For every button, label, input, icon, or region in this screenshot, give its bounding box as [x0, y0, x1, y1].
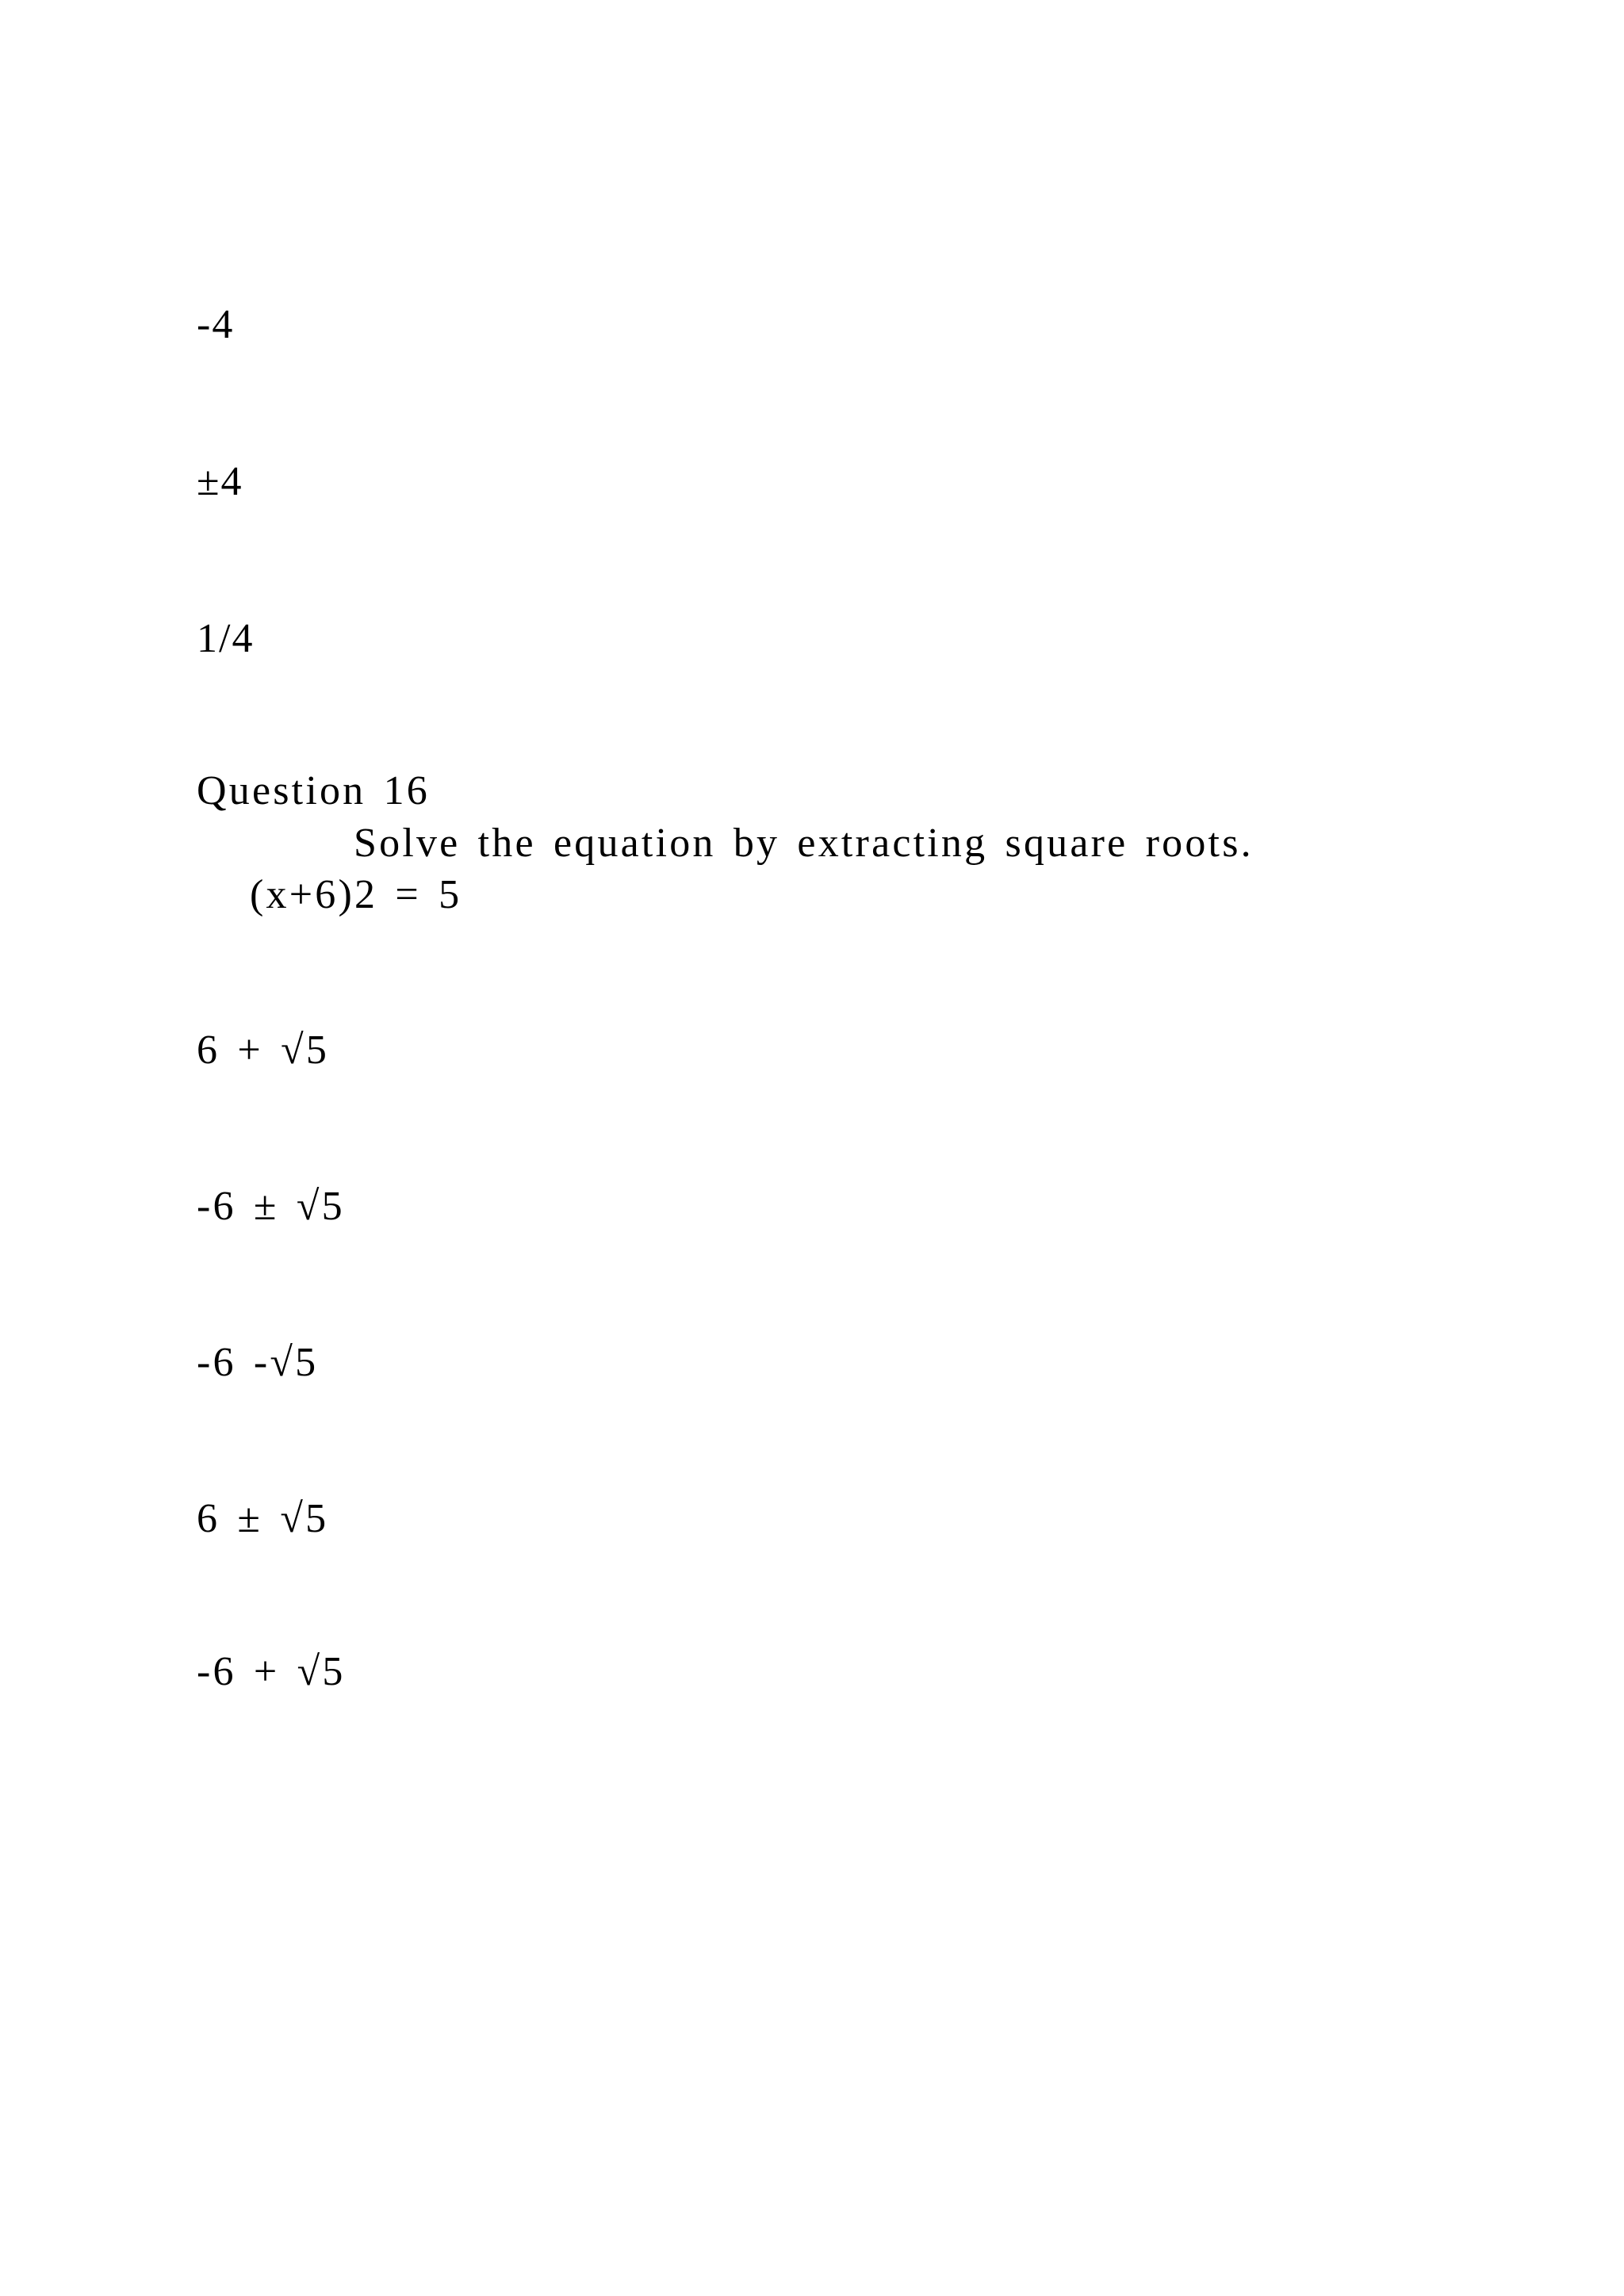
answer-option[interactable]: 6 + √5 [197, 1027, 330, 1073]
answer-option[interactable]: -6 + √5 [197, 1649, 346, 1694]
answer-option[interactable]: 6 ± √5 [197, 1496, 329, 1541]
question-title: Question 16 [197, 768, 430, 813]
answer-option[interactable]: -4 [197, 302, 235, 347]
answer-option[interactable]: -6 -√5 [197, 1340, 319, 1385]
question-equation: (x+6)2 = 5 [250, 872, 462, 917]
answer-option[interactable]: 1/4 [197, 616, 255, 661]
answer-option[interactable]: ±4 [197, 459, 243, 504]
question-prompt: Solve the equation by extracting square roots. [354, 821, 1254, 866]
answer-option[interactable]: -6 ± √5 [197, 1184, 345, 1229]
